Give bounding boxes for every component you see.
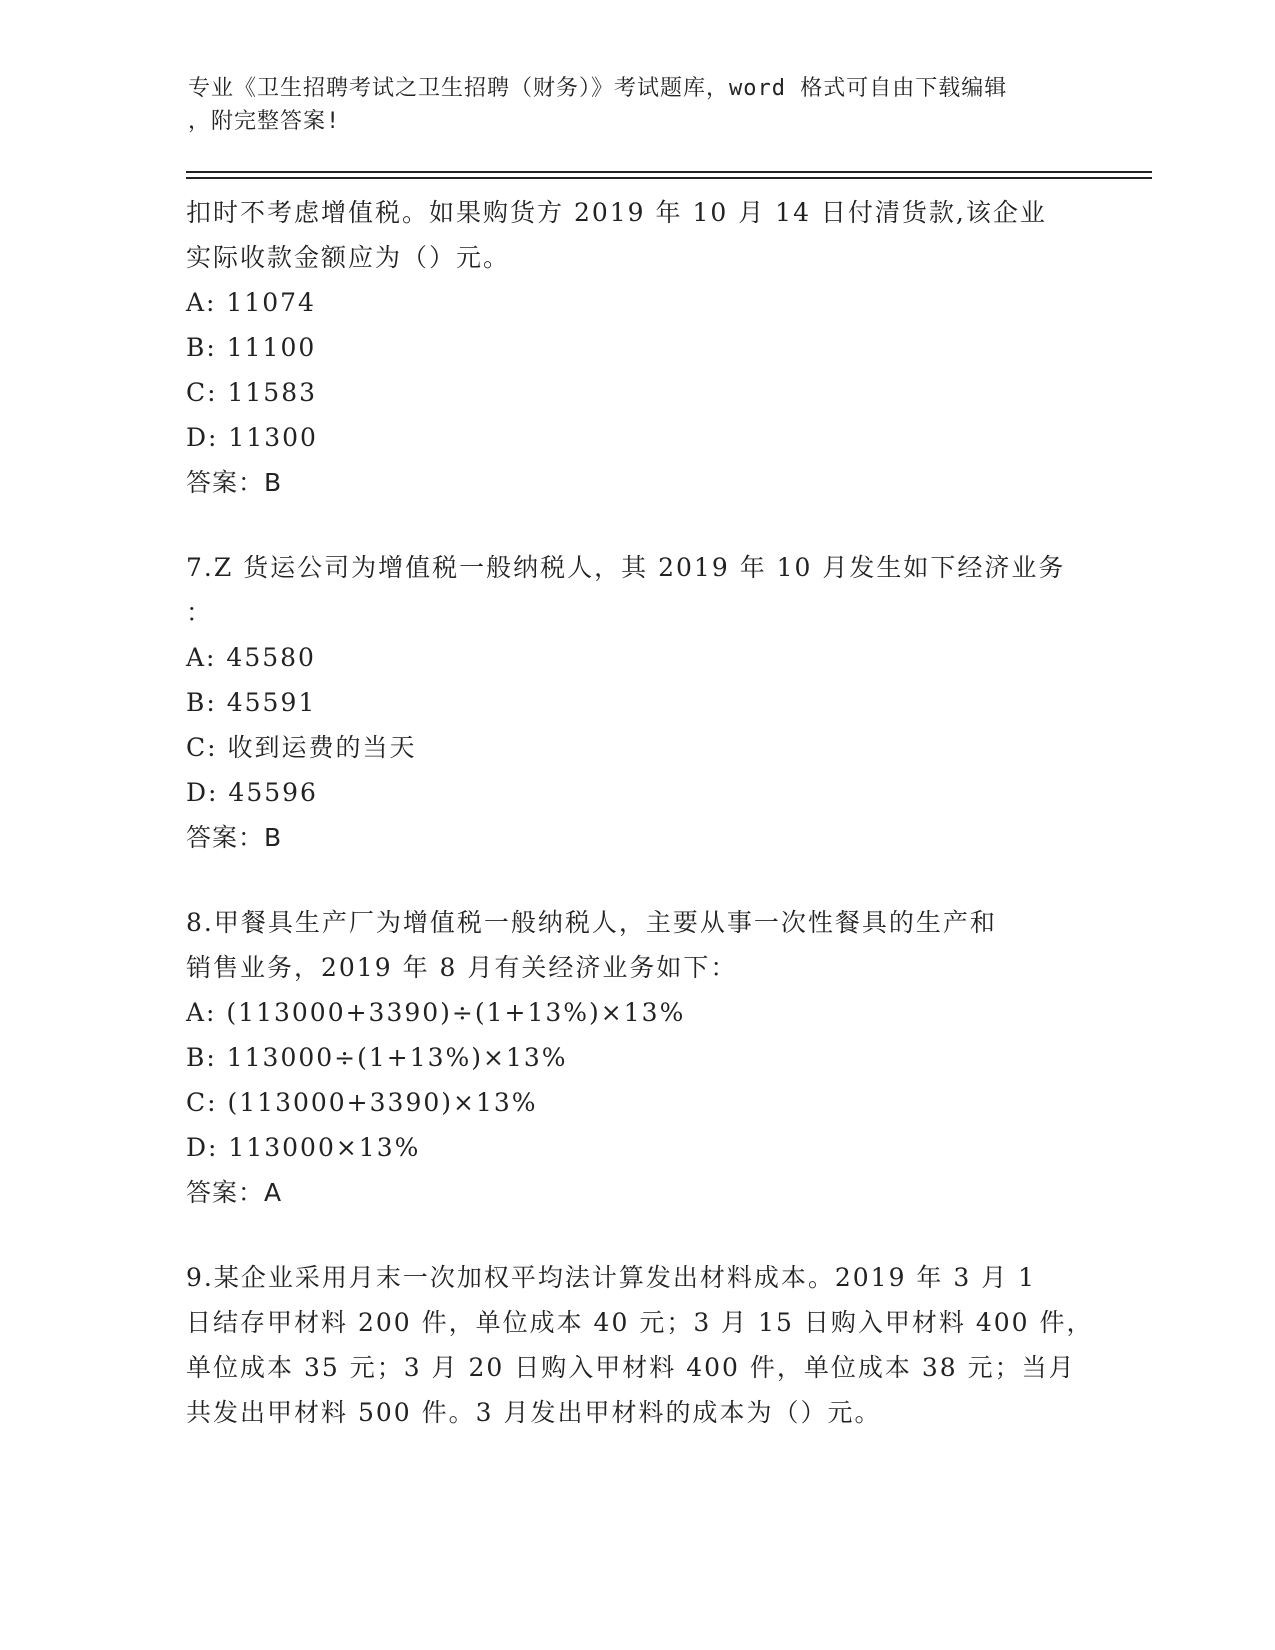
question-text-line: 日结存甲材料 200 件，单位成本 40 元；3 月 15 日购入甲材料 400 件， [186,1308,1094,1337]
option-b: B: 11100 [186,333,317,362]
option-a: A: 45580 [186,643,316,672]
answer-line: 答案：B [186,468,283,497]
option-b: B: 113000÷(1+13%)×13% [186,1043,568,1072]
answer-line: 答案：A [186,1178,283,1207]
question-8 [186,900,1086,1215]
question-text-line: 实际收款金额应为（）元。 [186,243,511,272]
question-text-line: 销售业务，2019 年 8 月有关经济业务如下： [186,953,738,982]
question-9 [186,1255,1094,1435]
header-rule-bottom [186,177,1152,179]
option-c: C: 收到运费的当天 [186,733,417,762]
question-6 [186,190,1086,505]
question-text-line: 扣时不考虑增值税。如果购货方 2019 年 10 月 14 日付清货款,该企业 [186,198,1047,227]
option-d: D: 45596 [186,778,318,807]
option-b: B: 45591 [186,688,317,717]
question-text-line: ： [186,598,214,627]
question-text-line: 共发出甲材料 500 件。3 月发出甲材料的成本为（）元。 [186,1398,882,1427]
document-header [188,72,1088,138]
header-line-2: ，附完整答案! [188,109,341,134]
question-text-line: 9.某企业采用月末一次加权平均法计算发出材料成本。2019 年 3 月 1 [186,1263,1037,1292]
option-d: D: 11300 [186,423,318,452]
header-line-1: 专业《卫生招聘考试之卫生招聘（财务）》考试题库，word 格式可自由下载编辑 [188,76,1008,101]
option-a: A: (113000+3390)÷(1+13%)×13% [186,998,686,1027]
question-7 [186,545,1086,860]
answer-line: 答案：B [186,823,283,852]
header-rule-top [186,171,1152,173]
question-text-line: 8.甲餐具生产厂为增值税一般纳税人，主要从事一次性餐具的生产和 [186,908,997,937]
question-text-line: 7.Z 货运公司为增值税一般纳税人，其 2019 年 10 月发生如下经济业务 [186,553,1066,582]
document-body [186,190,1094,1435]
option-a: A: 11074 [186,288,316,317]
option-c: C: 11583 [186,378,318,407]
question-text-line: 单位成本 35 元；3 月 20 日购入甲材料 400 件，单位成本 38 元；当月 [186,1353,1076,1382]
option-d: D: 113000×13% [186,1133,421,1162]
option-c: C: (113000+3390)×13% [186,1088,538,1117]
